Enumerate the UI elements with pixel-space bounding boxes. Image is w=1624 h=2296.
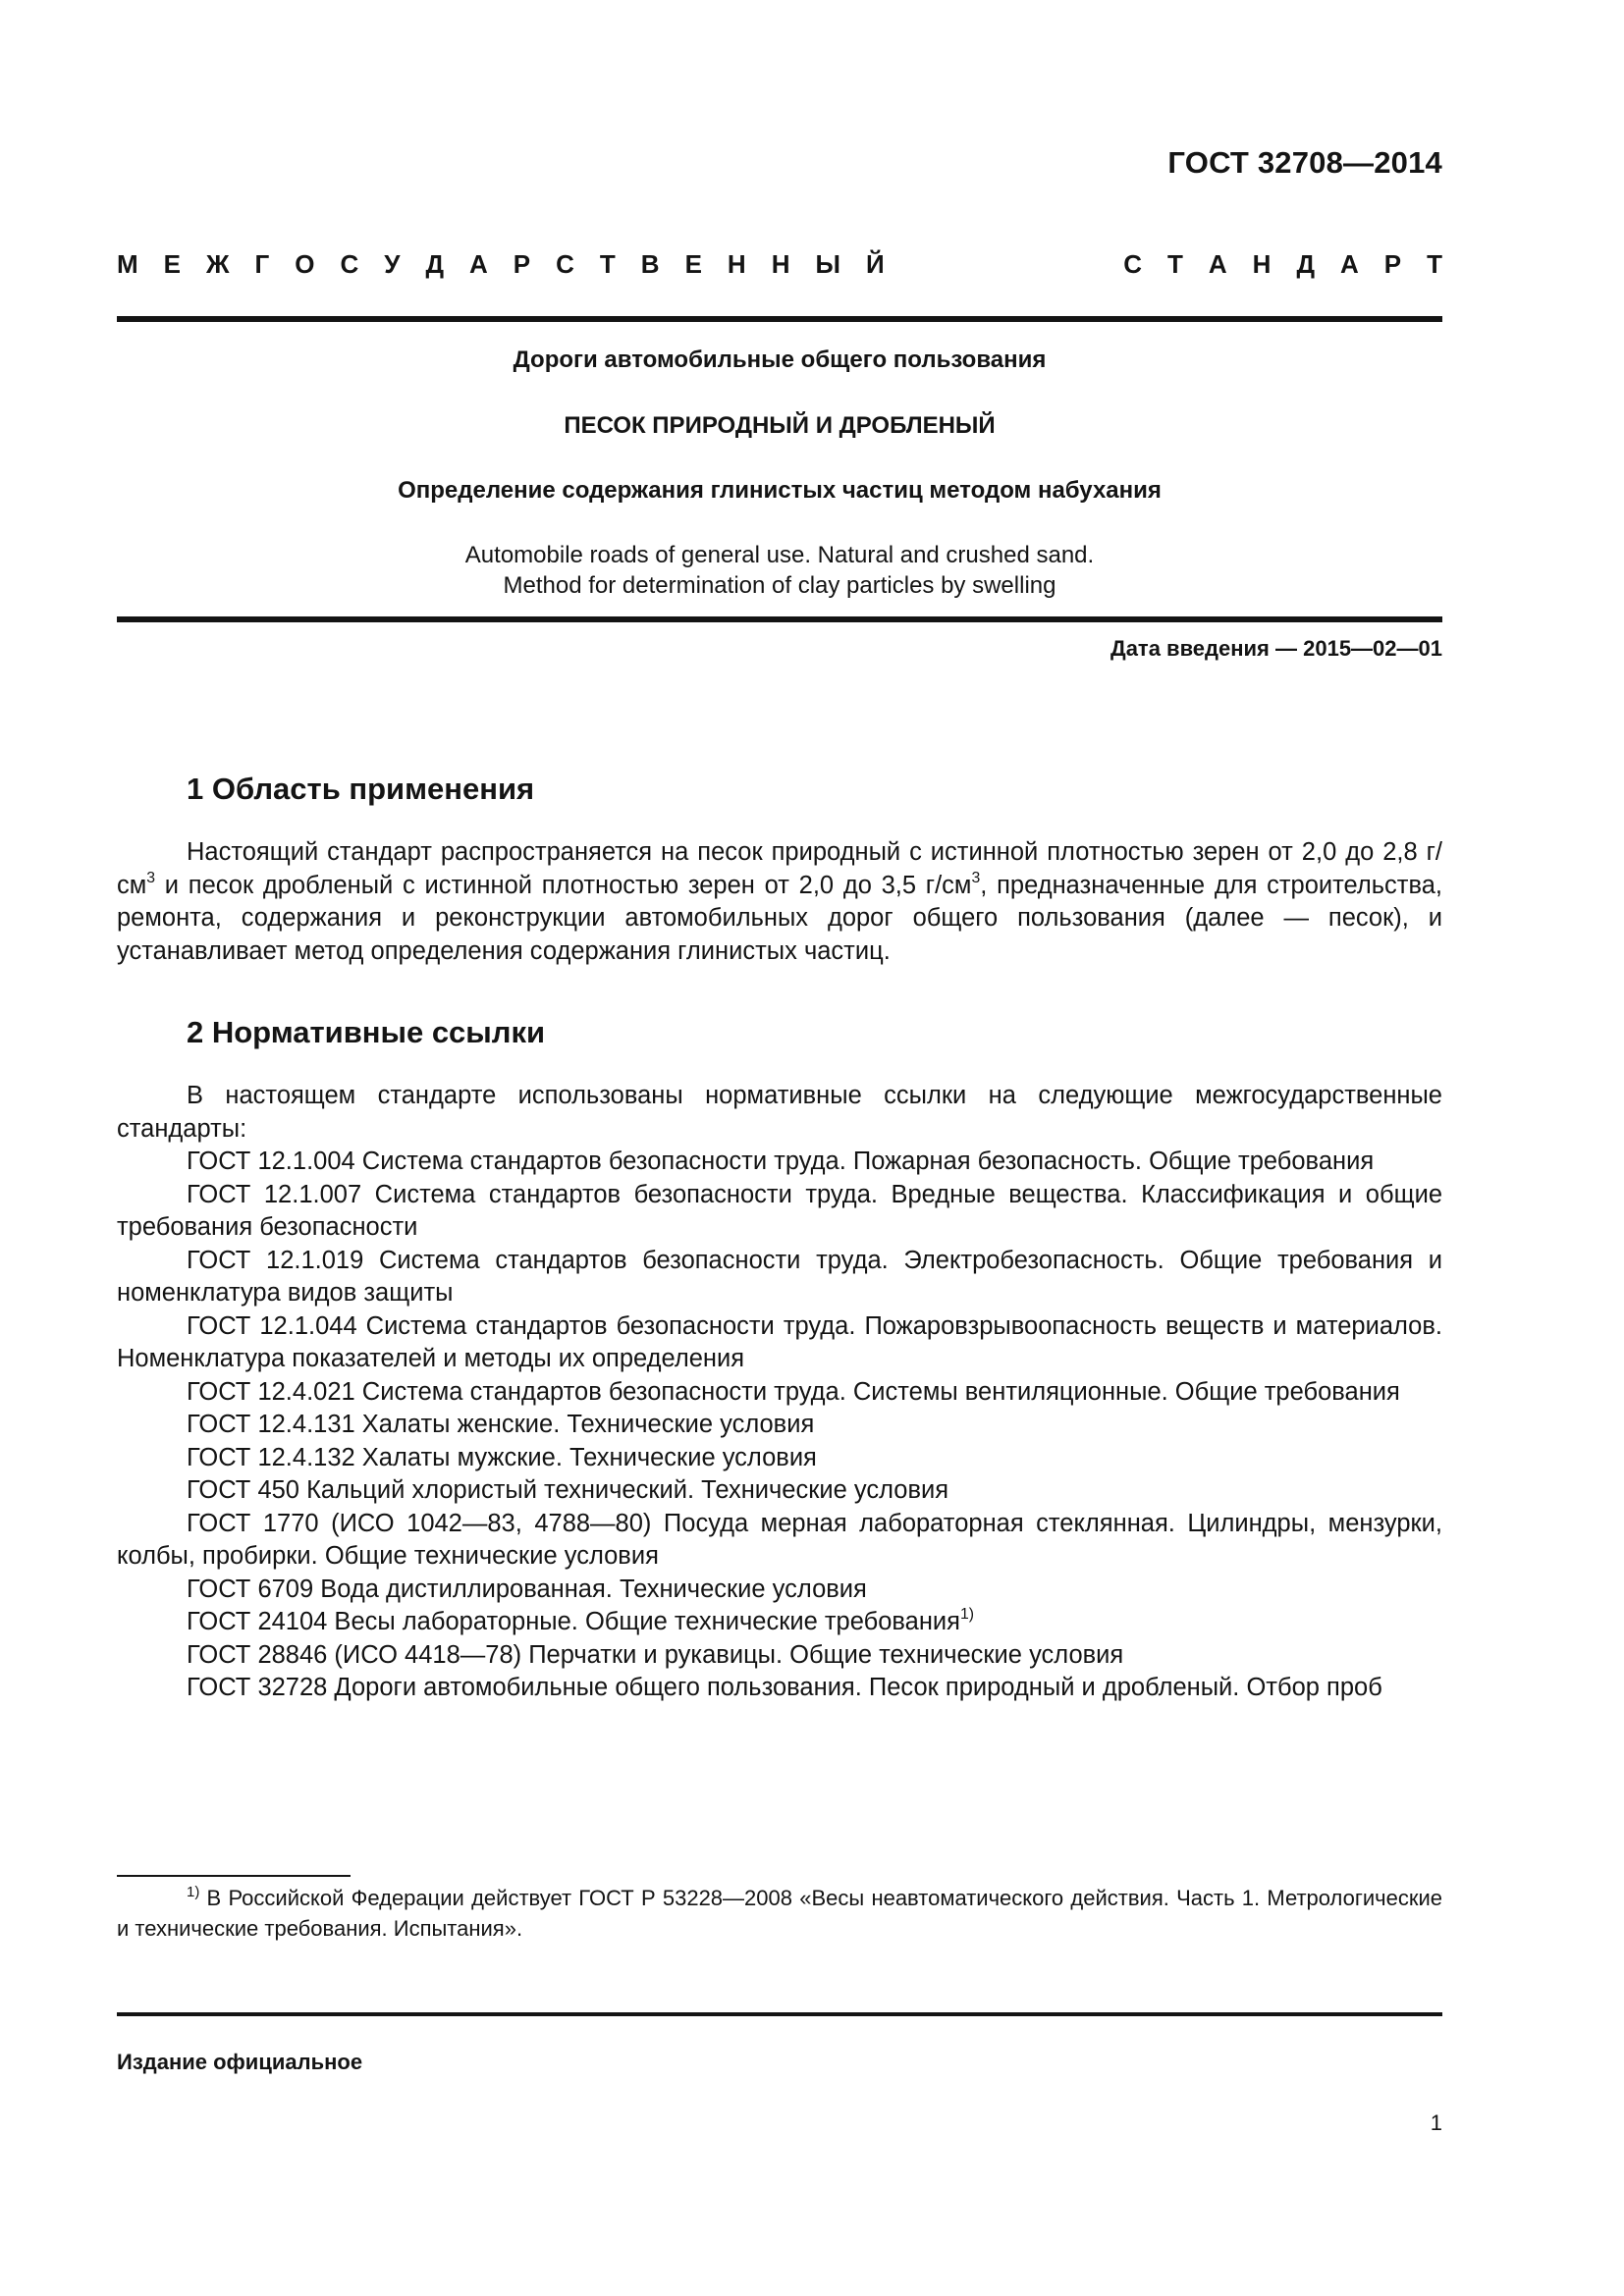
english-title-line-2: Method for determination of clay particles by swelling: [503, 572, 1056, 599]
normative-references: [117, 1080, 1442, 1705]
banner-letter: М: [117, 249, 138, 279]
section-1-heading: 1 Область применения: [187, 772, 535, 806]
section-2-heading: 2 Нормативные ссылки: [187, 1015, 546, 1049]
banner-letter: С: [340, 249, 359, 279]
banner-letter: Р: [1383, 249, 1402, 279]
banner-letter: Й: [865, 249, 885, 279]
reference-item: ГОСТ 12.1.004 Система стандартов безопасности труда. Пожарная безопасность. Общие требования: [187, 1148, 1375, 1175]
banner-letter: В: [640, 249, 660, 279]
footnote-text: В Российской Федерации действует ГОСТ Р 53228—2008 «Весы неавтоматического действия. Часть 1. Метрологические и технические требования. Испытания».: [117, 1886, 1442, 1941]
page-number: 1: [1430, 2110, 1442, 2135]
banner-letter: Т: [1167, 249, 1183, 279]
banner-letter: Г: [254, 249, 270, 279]
banner-letter: Ы: [815, 249, 840, 279]
footnote: [117, 1883, 1442, 1944]
banner-letter: Т: [599, 249, 616, 279]
document-subject: Дороги автомобильные общего пользования: [513, 347, 1047, 373]
reference-item: ГОСТ 12.1.044 Система стандартов безопасности труда. Пожаровзрывоопасность веществ и материалов. Номенклатура показателей и методы их определения: [117, 1311, 1442, 1372]
standard-banner: [117, 249, 1442, 280]
top-rule: [117, 316, 1442, 322]
reference-item: ГОСТ 450 Кальций хлористый технический. Технические условия: [187, 1476, 949, 1504]
document-title: ПЕСОК ПРИРОДНЫЙ И ДРОБЛЕНЫЙ: [564, 412, 996, 439]
reference-item: ГОСТ 12.1.007 Система стандартов безопасности труда. Вредные вещества. Классификация и общие требования безопасности: [117, 1180, 1442, 1241]
references-intro: В настоящем стандарте использованы нормативные ссылки на следующие межгосударственные стандарты:: [117, 1082, 1442, 1143]
banner-letter: У: [384, 249, 401, 279]
banner-word-interstate: [117, 249, 885, 280]
reference-item: ГОСТ 28846 (ИСО 4418—78) Перчатки и рукавицы. Общие технические условия: [187, 1640, 1124, 1669]
reference-item: ГОСТ 12.4.021 Система стандартов безопасности труда. Системы вентиляционные. Общие требования: [187, 1377, 1400, 1406]
banner-letter: Д: [425, 249, 444, 279]
banner-letter: Ж: [206, 249, 230, 279]
reference-item: ГОСТ 12.4.131 Халаты женские. Технические условия: [187, 1411, 815, 1438]
banner-letter: Е: [684, 249, 702, 279]
official-edition-label: Издание официальное: [117, 2050, 363, 2074]
banner-word-standard: [1123, 249, 1442, 280]
banner-letter: Н: [727, 249, 746, 279]
reference-item: ГОСТ 12.1.019 Система стандартов безопасности труда. Электробезопасность. Общие требования и номенклатура видов защиты: [117, 1246, 1442, 1307]
introduction-date: Дата введения — 2015—02—01: [1110, 636, 1442, 661]
banner-letter: А: [1339, 249, 1359, 279]
document-subtitle: Определение содержания глинистых частиц методом набухания: [398, 477, 1162, 504]
banner-letter: Е: [163, 249, 182, 279]
reference-footnote-mark: 1): [960, 1605, 975, 1623]
banner-letter: С: [1123, 249, 1142, 279]
banner-letter: А: [1208, 249, 1227, 279]
reference-item: ГОСТ 1770 (ИСО 1042—83, 4788—80) Посуда мерная лабораторная стеклянная. Цилиндры, мензурки, колбы, пробирки. Общие технические условия: [117, 1509, 1442, 1570]
banner-letter: С: [556, 249, 574, 279]
section-1-paragraph: Настоящий стандарт распространяется на песок природный с истинной плотностью зерен от 2,0 до 2,8 $г/см^3$ и песок дробленый с истинной плотностью зерен от 2,0 до 3,5 $г/см^3$, предназначенные для строительства, ремонта, содержания и реконструкции автомобильных дорог общего пользования (далее — песок), и устанавливает метод определения содержания глинистых частиц.: [117, 838, 1442, 965]
reference-item: ГОСТ 6709 Вода дистиллированная. Технические условия: [187, 1575, 867, 1603]
banner-letter: Т: [1427, 249, 1442, 279]
banner-letter: Д: [1296, 249, 1315, 279]
title-rule: [117, 616, 1442, 622]
reference-item: ГОСТ 32728 Дороги автомобильные общего пользования. Песок природный и дробленый. Отбор проб: [187, 1674, 1382, 1701]
reference-item: ГОСТ 24104 Весы лабораторные. Общие технические требования$^{1)}$: [187, 1605, 975, 1635]
footnote-mark: 1): [187, 1884, 200, 1901]
bottom-rule: [117, 2012, 1442, 2016]
english-title-line-1: Automobile roads of general use. Natural and crushed sand.: [464, 542, 1095, 568]
reference-item: ГОСТ 12.4.132 Халаты мужские. Технические условия: [187, 1443, 817, 1471]
banner-letter: Р: [513, 249, 531, 279]
document-number: ГОСТ 32708—2014: [1167, 145, 1442, 180]
banner-letter: А: [469, 249, 488, 279]
banner-letter: Н: [771, 249, 790, 279]
footnote-separator: [117, 1875, 351, 1877]
banner-letter: Н: [1252, 249, 1272, 279]
banner-letter: О: [295, 249, 315, 279]
